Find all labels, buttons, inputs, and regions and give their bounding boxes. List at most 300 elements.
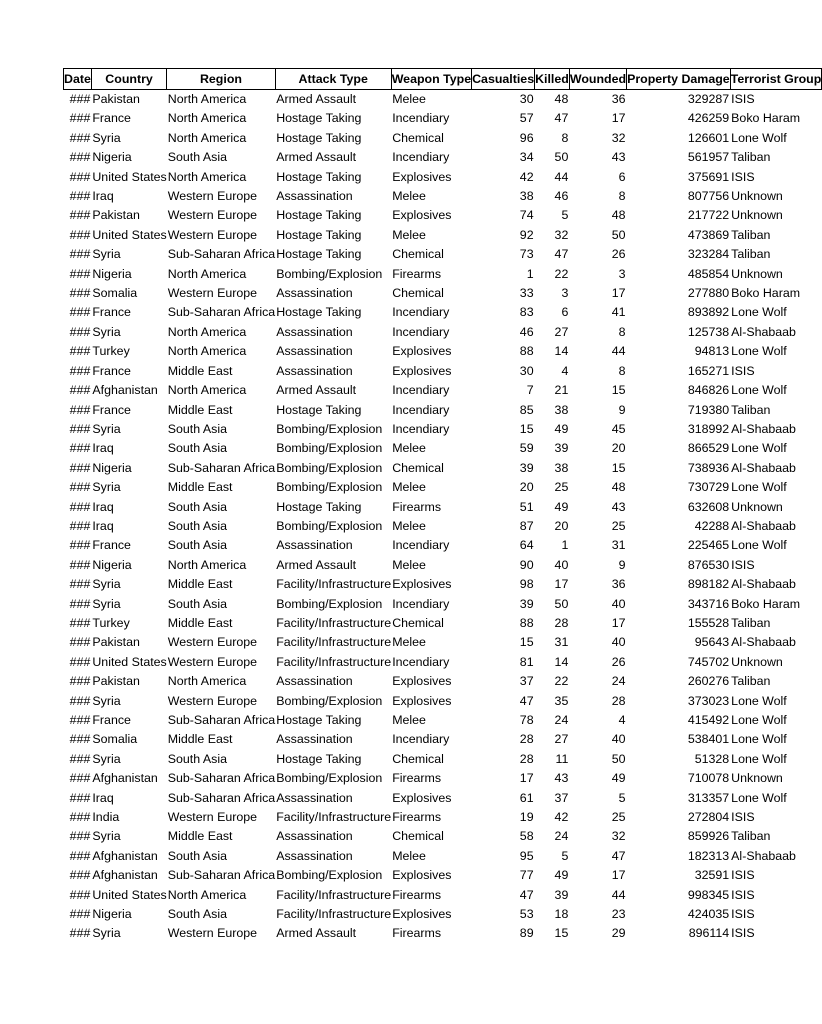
- cell-attack-type[interactable]: Assassination: [276, 189, 353, 204]
- cell-weapon-type[interactable]: Incendiary: [392, 402, 450, 417]
- cell-wounded[interactable]: 17: [611, 615, 626, 630]
- cell-weapon-type[interactable]: Explosives: [392, 169, 452, 184]
- cell-casualties[interactable]: 39: [519, 460, 534, 475]
- cell-wounded[interactable]: 43: [611, 499, 626, 514]
- cell-casualties[interactable]: 47: [519, 887, 534, 902]
- cell-terrorist-group[interactable]: Unknown: [731, 654, 783, 669]
- cell-casualties[interactable]: 64: [519, 538, 534, 553]
- cell-terrorist-group[interactable]: Lone Wolf: [731, 713, 787, 727]
- cell-wounded[interactable]: 45: [611, 421, 626, 436]
- cell-date[interactable]: ###: [69, 926, 91, 941]
- cell-region[interactable]: North America: [167, 383, 247, 398]
- cell-property-damage[interactable]: 375691: [687, 169, 730, 184]
- cell-casualties[interactable]: 73: [519, 247, 534, 262]
- cell-wounded[interactable]: 20: [611, 441, 626, 456]
- cell-terrorist-group[interactable]: Al-Shabaab: [731, 577, 796, 592]
- cell-country[interactable]: Nigeria: [92, 266, 132, 281]
- cell-country[interactable]: Iraq: [92, 518, 114, 533]
- cell-terrorist-group[interactable]: Lone Wolf: [731, 383, 787, 398]
- cell-weapon-type[interactable]: Explosives: [392, 208, 452, 223]
- cell-killed[interactable]: 25: [554, 480, 569, 495]
- cell-weapon-type[interactable]: Melee: [392, 635, 426, 650]
- cell-date[interactable]: ###: [69, 150, 91, 165]
- cell-wounded[interactable]: 28: [611, 693, 626, 708]
- column-header-casualties[interactable]: Casualties: [472, 69, 535, 90]
- cell-attack-type[interactable]: Hostage Taking: [276, 247, 362, 262]
- cell-region[interactable]: Sub-Saharan Africa: [167, 247, 276, 262]
- cell-property-damage[interactable]: 745702: [687, 654, 730, 669]
- cell-terrorist-group[interactable]: Boko Haram: [731, 596, 801, 611]
- cell-country[interactable]: Pakistan: [92, 674, 140, 689]
- cell-date[interactable]: ###: [69, 247, 91, 262]
- cell-attack-type[interactable]: Facility/Infrastructure: [276, 887, 392, 902]
- cell-attack-type[interactable]: Assassination: [276, 829, 353, 844]
- cell-attack-type[interactable]: Assassination: [276, 848, 353, 863]
- cell-weapon-type[interactable]: Chemical: [392, 615, 444, 630]
- cell-attack-type[interactable]: Bombing/Explosion: [276, 460, 383, 475]
- cell-attack-type[interactable]: Facility/Infrastructure: [276, 635, 392, 650]
- cell-property-damage[interactable]: 51328: [694, 751, 730, 766]
- cell-country[interactable]: Syria: [92, 577, 121, 592]
- cell-date[interactable]: ###: [69, 111, 91, 126]
- cell-casualties[interactable]: 96: [519, 130, 534, 145]
- cell-casualties[interactable]: 89: [519, 926, 534, 941]
- cell-wounded[interactable]: 25: [611, 810, 626, 825]
- cell-country[interactable]: Syria: [92, 926, 121, 941]
- cell-terrorist-group[interactable]: Al-Shabaab: [731, 635, 796, 650]
- cell-killed[interactable]: 27: [554, 732, 569, 747]
- cell-date[interactable]: ###: [69, 421, 91, 436]
- cell-date[interactable]: ###: [69, 402, 91, 417]
- cell-region[interactable]: Sub-Saharan Africa: [167, 713, 276, 727]
- cell-date[interactable]: ###: [69, 829, 91, 844]
- cell-weapon-type[interactable]: Melee: [392, 92, 426, 106]
- cell-region[interactable]: North America: [167, 557, 247, 572]
- cell-weapon-type[interactable]: Incendiary: [392, 654, 450, 669]
- cell-date[interactable]: ###: [69, 227, 91, 242]
- cell-terrorist-group[interactable]: ISIS: [731, 926, 755, 941]
- cell-terrorist-group[interactable]: Lone Wolf: [731, 693, 787, 708]
- cell-attack-type[interactable]: Hostage Taking: [276, 305, 362, 320]
- cell-date[interactable]: ###: [69, 887, 91, 902]
- cell-weapon-type[interactable]: Melee: [392, 518, 426, 533]
- cell-date[interactable]: ###: [69, 693, 91, 708]
- cell-country[interactable]: Afghanistan: [92, 771, 158, 786]
- cell-weapon-type[interactable]: Incendiary: [392, 324, 450, 339]
- cell-region[interactable]: North America: [167, 169, 247, 184]
- cell-date[interactable]: ###: [69, 499, 91, 514]
- cell-terrorist-group[interactable]: Al-Shabaab: [731, 518, 796, 533]
- cell-killed[interactable]: 40: [554, 557, 569, 572]
- cell-weapon-type[interactable]: Melee: [392, 480, 426, 495]
- cell-property-damage[interactable]: 165271: [687, 363, 730, 378]
- cell-weapon-type[interactable]: Explosives: [392, 790, 452, 805]
- cell-attack-type[interactable]: Assassination: [276, 790, 353, 805]
- cell-attack-type[interactable]: Assassination: [276, 344, 353, 359]
- cell-region[interactable]: Sub-Saharan Africa: [167, 790, 276, 805]
- cell-casualties[interactable]: 34: [519, 150, 534, 165]
- cell-casualties[interactable]: 87: [519, 518, 534, 533]
- cell-region[interactable]: Western Europe: [167, 227, 258, 242]
- cell-attack-type[interactable]: Bombing/Explosion: [276, 868, 383, 883]
- cell-terrorist-group[interactable]: Taliban: [731, 150, 771, 165]
- cell-attack-type[interactable]: Hostage Taking: [276, 111, 362, 126]
- cell-property-damage[interactable]: 182313: [687, 848, 730, 863]
- cell-attack-type[interactable]: Bombing/Explosion: [276, 693, 383, 708]
- cell-weapon-type[interactable]: Melee: [392, 557, 426, 572]
- cell-killed[interactable]: 49: [554, 868, 569, 883]
- cell-wounded[interactable]: 32: [611, 829, 626, 844]
- cell-terrorist-group[interactable]: Lone Wolf: [731, 751, 787, 766]
- cell-country[interactable]: Syria: [92, 324, 121, 339]
- cell-date[interactable]: ###: [69, 596, 91, 611]
- cell-region[interactable]: Middle East: [167, 480, 233, 495]
- cell-casualties[interactable]: 53: [519, 907, 534, 922]
- cell-date[interactable]: ###: [69, 848, 91, 863]
- cell-country[interactable]: Syria: [92, 751, 121, 766]
- cell-wounded[interactable]: 5: [618, 790, 626, 805]
- cell-wounded[interactable]: 49: [611, 771, 626, 786]
- cell-region[interactable]: Sub-Saharan Africa: [167, 305, 276, 320]
- cell-date[interactable]: ###: [69, 790, 91, 805]
- cell-wounded[interactable]: 41: [611, 305, 626, 320]
- cell-region[interactable]: North America: [167, 92, 247, 106]
- cell-property-damage[interactable]: 94813: [694, 344, 730, 359]
- cell-weapon-type[interactable]: Firearms: [392, 887, 442, 902]
- cell-casualties[interactable]: 28: [519, 751, 534, 766]
- cell-terrorist-group[interactable]: Lone Wolf: [731, 732, 787, 747]
- cell-killed[interactable]: 1: [561, 538, 569, 553]
- cell-region[interactable]: Middle East: [167, 402, 233, 417]
- cell-weapon-type[interactable]: Incendiary: [392, 150, 450, 165]
- cell-property-damage[interactable]: 95643: [694, 635, 730, 650]
- cell-attack-type[interactable]: Assassination: [276, 732, 353, 747]
- cell-region[interactable]: North America: [167, 324, 247, 339]
- cell-killed[interactable]: 42: [554, 810, 569, 825]
- cell-region[interactable]: South Asia: [167, 421, 227, 436]
- cell-casualties[interactable]: 1: [526, 266, 534, 281]
- cell-attack-type[interactable]: Bombing/Explosion: [276, 421, 383, 436]
- cell-wounded[interactable]: 48: [611, 480, 626, 495]
- cell-wounded[interactable]: 50: [611, 227, 626, 242]
- cell-region[interactable]: Western Europe: [167, 693, 258, 708]
- cell-property-damage[interactable]: 42288: [694, 518, 730, 533]
- cell-weapon-type[interactable]: Melee: [392, 227, 426, 242]
- cell-weapon-type[interactable]: Explosives: [392, 693, 452, 708]
- cell-date[interactable]: ###: [69, 538, 91, 553]
- cell-weapon-type[interactable]: Melee: [392, 441, 426, 456]
- cell-country[interactable]: United States: [92, 169, 167, 184]
- column-header-terrorist-group[interactable]: Terrorist Group: [730, 69, 822, 90]
- cell-region[interactable]: Western Europe: [167, 208, 258, 223]
- cell-wounded[interactable]: 40: [611, 596, 626, 611]
- cell-casualties[interactable]: 83: [519, 305, 534, 320]
- cell-terrorist-group[interactable]: ISIS: [731, 907, 755, 922]
- cell-property-damage[interactable]: 318992: [687, 421, 730, 436]
- cell-date[interactable]: ###: [69, 460, 91, 475]
- cell-region[interactable]: Western Europe: [167, 654, 258, 669]
- cell-property-damage[interactable]: 846826: [687, 383, 730, 398]
- cell-casualties[interactable]: 92: [519, 227, 534, 242]
- cell-country[interactable]: Pakistan: [92, 635, 140, 650]
- cell-weapon-type[interactable]: Chemical: [392, 247, 444, 262]
- cell-region[interactable]: North America: [167, 130, 247, 145]
- cell-killed[interactable]: 35: [554, 693, 569, 708]
- cell-property-damage[interactable]: 323284: [687, 247, 730, 262]
- cell-killed[interactable]: 6: [561, 305, 569, 320]
- cell-date[interactable]: ###: [69, 286, 91, 301]
- cell-terrorist-group[interactable]: ISIS: [731, 92, 755, 106]
- cell-wounded[interactable]: 8: [618, 189, 626, 204]
- cell-killed[interactable]: 46: [554, 189, 569, 204]
- cell-wounded[interactable]: 40: [611, 635, 626, 650]
- cell-attack-type[interactable]: Armed Assault: [276, 150, 357, 165]
- cell-casualties[interactable]: 58: [519, 829, 534, 844]
- cell-date[interactable]: ###: [69, 732, 91, 747]
- cell-country[interactable]: Syria: [92, 596, 121, 611]
- cell-country[interactable]: France: [92, 402, 131, 417]
- cell-casualties[interactable]: 7: [526, 383, 534, 398]
- cell-terrorist-group[interactable]: Taliban: [731, 402, 771, 417]
- cell-killed[interactable]: 18: [554, 907, 569, 922]
- cell-terrorist-group[interactable]: ISIS: [731, 887, 755, 902]
- cell-property-damage[interactable]: 343716: [687, 596, 730, 611]
- column-header-killed[interactable]: Killed: [535, 69, 570, 90]
- cell-casualties[interactable]: 15: [519, 635, 534, 650]
- cell-terrorist-group[interactable]: ISIS: [731, 868, 755, 883]
- cell-country[interactable]: Afghanistan: [92, 848, 158, 863]
- cell-weapon-type[interactable]: Explosives: [392, 344, 452, 359]
- cell-date[interactable]: ###: [69, 363, 91, 378]
- cell-attack-type[interactable]: Facility/Infrastructure: [276, 654, 392, 669]
- cell-date[interactable]: ###: [69, 305, 91, 320]
- column-header-region[interactable]: Region: [167, 69, 275, 90]
- cell-terrorist-group[interactable]: Lone Wolf: [731, 344, 787, 359]
- cell-weapon-type[interactable]: Chemical: [392, 286, 444, 301]
- cell-killed[interactable]: 24: [554, 713, 569, 727]
- cell-terrorist-group[interactable]: Unknown: [731, 771, 783, 786]
- column-header-property-damage[interactable]: Property Damage: [627, 69, 731, 90]
- column-header-wounded[interactable]: Wounded: [569, 69, 626, 90]
- cell-terrorist-group[interactable]: Al-Shabaab: [731, 460, 796, 475]
- cell-wounded[interactable]: 9: [618, 557, 626, 572]
- cell-weapon-type[interactable]: Explosives: [392, 363, 452, 378]
- cell-region[interactable]: Middle East: [167, 829, 233, 844]
- cell-terrorist-group[interactable]: Taliban: [731, 247, 771, 262]
- cell-region[interactable]: Sub-Saharan Africa: [167, 460, 276, 475]
- cell-weapon-type[interactable]: Incendiary: [392, 383, 450, 398]
- cell-property-damage[interactable]: 898182: [687, 577, 730, 592]
- cell-weapon-type[interactable]: Chemical: [392, 130, 444, 145]
- cell-property-damage[interactable]: 719380: [687, 402, 730, 417]
- cell-terrorist-group[interactable]: Taliban: [731, 615, 771, 630]
- cell-killed[interactable]: 14: [554, 344, 569, 359]
- cell-terrorist-group[interactable]: ISIS: [731, 557, 755, 572]
- cell-property-damage[interactable]: 876530: [687, 557, 730, 572]
- cell-attack-type[interactable]: Bombing/Explosion: [276, 771, 383, 786]
- cell-casualties[interactable]: 33: [519, 286, 534, 301]
- cell-casualties[interactable]: 15: [519, 421, 534, 436]
- cell-terrorist-group[interactable]: Boko Haram: [731, 111, 801, 126]
- cell-date[interactable]: ###: [69, 635, 91, 650]
- cell-date[interactable]: ###: [69, 208, 91, 223]
- cell-killed[interactable]: 11: [555, 751, 569, 766]
- cell-killed[interactable]: 48: [554, 92, 569, 106]
- cell-region[interactable]: Sub-Saharan Africa: [167, 771, 276, 786]
- cell-casualties[interactable]: 19: [519, 810, 534, 825]
- cell-terrorist-group[interactable]: ISIS: [731, 363, 755, 378]
- cell-property-damage[interactable]: 896114: [688, 926, 730, 941]
- cell-casualties[interactable]: 30: [519, 92, 534, 106]
- cell-weapon-type[interactable]: Incendiary: [392, 305, 450, 320]
- cell-wounded[interactable]: 44: [611, 344, 626, 359]
- cell-country[interactable]: France: [92, 305, 131, 320]
- cell-killed[interactable]: 44: [554, 169, 569, 184]
- cell-attack-type[interactable]: Hostage Taking: [276, 208, 362, 223]
- cell-casualties[interactable]: 28: [519, 732, 534, 747]
- cell-attack-type[interactable]: Armed Assault: [276, 926, 357, 941]
- cell-property-damage[interactable]: 730729: [687, 480, 730, 495]
- cell-region[interactable]: South Asia: [167, 518, 227, 533]
- cell-attack-type[interactable]: Bombing/Explosion: [276, 266, 383, 281]
- cell-country[interactable]: Somalia: [92, 286, 138, 301]
- cell-region[interactable]: North America: [167, 266, 247, 281]
- cell-terrorist-group[interactable]: Lone Wolf: [731, 130, 787, 145]
- cell-weapon-type[interactable]: Firearms: [392, 266, 442, 281]
- cell-property-damage[interactable]: 998345: [687, 887, 730, 902]
- cell-terrorist-group[interactable]: Boko Haram: [731, 286, 801, 301]
- cell-country[interactable]: Nigeria: [92, 150, 132, 165]
- cell-date[interactable]: ###: [69, 771, 91, 786]
- cell-country[interactable]: Syria: [92, 130, 121, 145]
- cell-wounded[interactable]: 44: [611, 887, 626, 902]
- cell-killed[interactable]: 38: [554, 402, 569, 417]
- cell-country[interactable]: Nigeria: [92, 907, 132, 922]
- cell-weapon-type[interactable]: Firearms: [392, 810, 442, 825]
- cell-date[interactable]: ###: [69, 654, 91, 669]
- cell-casualties[interactable]: 51: [519, 499, 534, 514]
- cell-date[interactable]: ###: [69, 266, 91, 281]
- cell-date[interactable]: ###: [69, 441, 91, 456]
- cell-killed[interactable]: 14: [554, 654, 569, 669]
- cell-date[interactable]: ###: [69, 557, 91, 572]
- cell-country[interactable]: France: [92, 713, 131, 727]
- cell-date[interactable]: ###: [69, 577, 91, 592]
- cell-wounded[interactable]: 17: [611, 286, 626, 301]
- cell-property-damage[interactable]: 415492: [687, 713, 730, 727]
- cell-terrorist-group[interactable]: Lone Wolf: [731, 790, 787, 805]
- cell-killed[interactable]: 15: [554, 926, 569, 941]
- cell-date[interactable]: ###: [69, 907, 91, 922]
- cell-weapon-type[interactable]: Incendiary: [392, 111, 450, 126]
- cell-weapon-type[interactable]: Explosives: [392, 907, 452, 922]
- cell-killed[interactable]: 50: [554, 596, 569, 611]
- cell-terrorist-group[interactable]: Al-Shabaab: [731, 848, 796, 863]
- cell-wounded[interactable]: 17: [611, 868, 626, 883]
- cell-property-damage[interactable]: 225465: [687, 538, 730, 553]
- cell-country[interactable]: Syria: [92, 829, 121, 844]
- cell-date[interactable]: ###: [69, 92, 91, 106]
- cell-date[interactable]: ###: [69, 189, 91, 204]
- cell-wounded[interactable]: 6: [618, 169, 626, 184]
- cell-region[interactable]: North America: [167, 111, 247, 126]
- cell-weapon-type[interactable]: Chemical: [392, 460, 444, 475]
- cell-property-damage[interactable]: 329287: [687, 92, 730, 106]
- cell-wounded[interactable]: 3: [618, 266, 626, 281]
- cell-property-damage[interactable]: 632608: [687, 499, 730, 514]
- cell-terrorist-group[interactable]: Unknown: [731, 266, 783, 281]
- cell-killed[interactable]: 24: [554, 829, 569, 844]
- cell-attack-type[interactable]: Hostage Taking: [276, 499, 362, 514]
- cell-terrorist-group[interactable]: Unknown: [731, 189, 783, 204]
- cell-date[interactable]: ###: [69, 868, 91, 883]
- cell-killed[interactable]: 32: [554, 227, 569, 242]
- cell-property-damage[interactable]: 473869: [687, 227, 730, 242]
- cell-killed[interactable]: 17: [554, 577, 569, 592]
- cell-attack-type[interactable]: Assassination: [276, 674, 353, 689]
- cell-casualties[interactable]: 37: [519, 674, 534, 689]
- cell-weapon-type[interactable]: Chemical: [392, 829, 444, 844]
- cell-wounded[interactable]: 29: [611, 926, 626, 941]
- cell-property-damage[interactable]: 217722: [687, 208, 730, 223]
- cell-property-damage[interactable]: 32591: [694, 868, 730, 883]
- cell-country[interactable]: France: [92, 111, 131, 126]
- cell-casualties[interactable]: 78: [519, 713, 534, 727]
- cell-date[interactable]: ###: [69, 480, 91, 495]
- cell-date[interactable]: ###: [69, 674, 91, 689]
- cell-country[interactable]: Pakistan: [92, 208, 140, 223]
- cell-killed[interactable]: 31: [554, 635, 569, 650]
- cell-wounded[interactable]: 47: [611, 848, 626, 863]
- cell-attack-type[interactable]: Hostage Taking: [276, 130, 362, 145]
- cell-country[interactable]: Syria: [92, 480, 121, 495]
- cell-wounded[interactable]: 43: [611, 150, 626, 165]
- cell-date[interactable]: ###: [69, 383, 91, 398]
- cell-terrorist-group[interactable]: Al-Shabaab: [731, 324, 796, 339]
- cell-property-damage[interactable]: 538401: [687, 732, 730, 747]
- cell-attack-type[interactable]: Bombing/Explosion: [276, 480, 383, 495]
- cell-property-damage[interactable]: 313357: [687, 790, 730, 805]
- cell-killed[interactable]: 22: [554, 266, 569, 281]
- cell-killed[interactable]: 49: [554, 421, 569, 436]
- cell-region[interactable]: Western Europe: [167, 810, 258, 825]
- cell-attack-type[interactable]: Facility/Infrastructure: [276, 810, 392, 825]
- cell-property-damage[interactable]: 272804: [687, 810, 730, 825]
- cell-wounded[interactable]: 26: [611, 654, 626, 669]
- cell-wounded[interactable]: 15: [611, 383, 626, 398]
- cell-attack-type[interactable]: Bombing/Explosion: [276, 596, 383, 611]
- cell-property-damage[interactable]: 155528: [687, 615, 730, 630]
- cell-weapon-type[interactable]: Incendiary: [392, 421, 450, 436]
- cell-wounded[interactable]: 23: [611, 907, 626, 922]
- cell-date[interactable]: ###: [69, 810, 91, 825]
- cell-region[interactable]: Middle East: [167, 732, 233, 747]
- cell-region[interactable]: Western Europe: [167, 286, 258, 301]
- cell-region[interactable]: South Asia: [167, 751, 227, 766]
- cell-killed[interactable]: 39: [554, 441, 569, 456]
- cell-attack-type[interactable]: Hostage Taking: [276, 169, 362, 184]
- cell-wounded[interactable]: 36: [611, 92, 626, 106]
- cell-country[interactable]: Pakistan: [92, 92, 140, 106]
- cell-weapon-type[interactable]: Explosives: [392, 868, 452, 883]
- cell-region[interactable]: Middle East: [167, 577, 233, 592]
- cell-killed[interactable]: 5: [561, 848, 569, 863]
- cell-terrorist-group[interactable]: Unknown: [731, 208, 783, 223]
- cell-region[interactable]: South Asia: [167, 441, 227, 456]
- cell-date[interactable]: ###: [69, 615, 91, 630]
- cell-wounded[interactable]: 17: [611, 111, 626, 126]
- cell-killed[interactable]: 21: [554, 383, 569, 398]
